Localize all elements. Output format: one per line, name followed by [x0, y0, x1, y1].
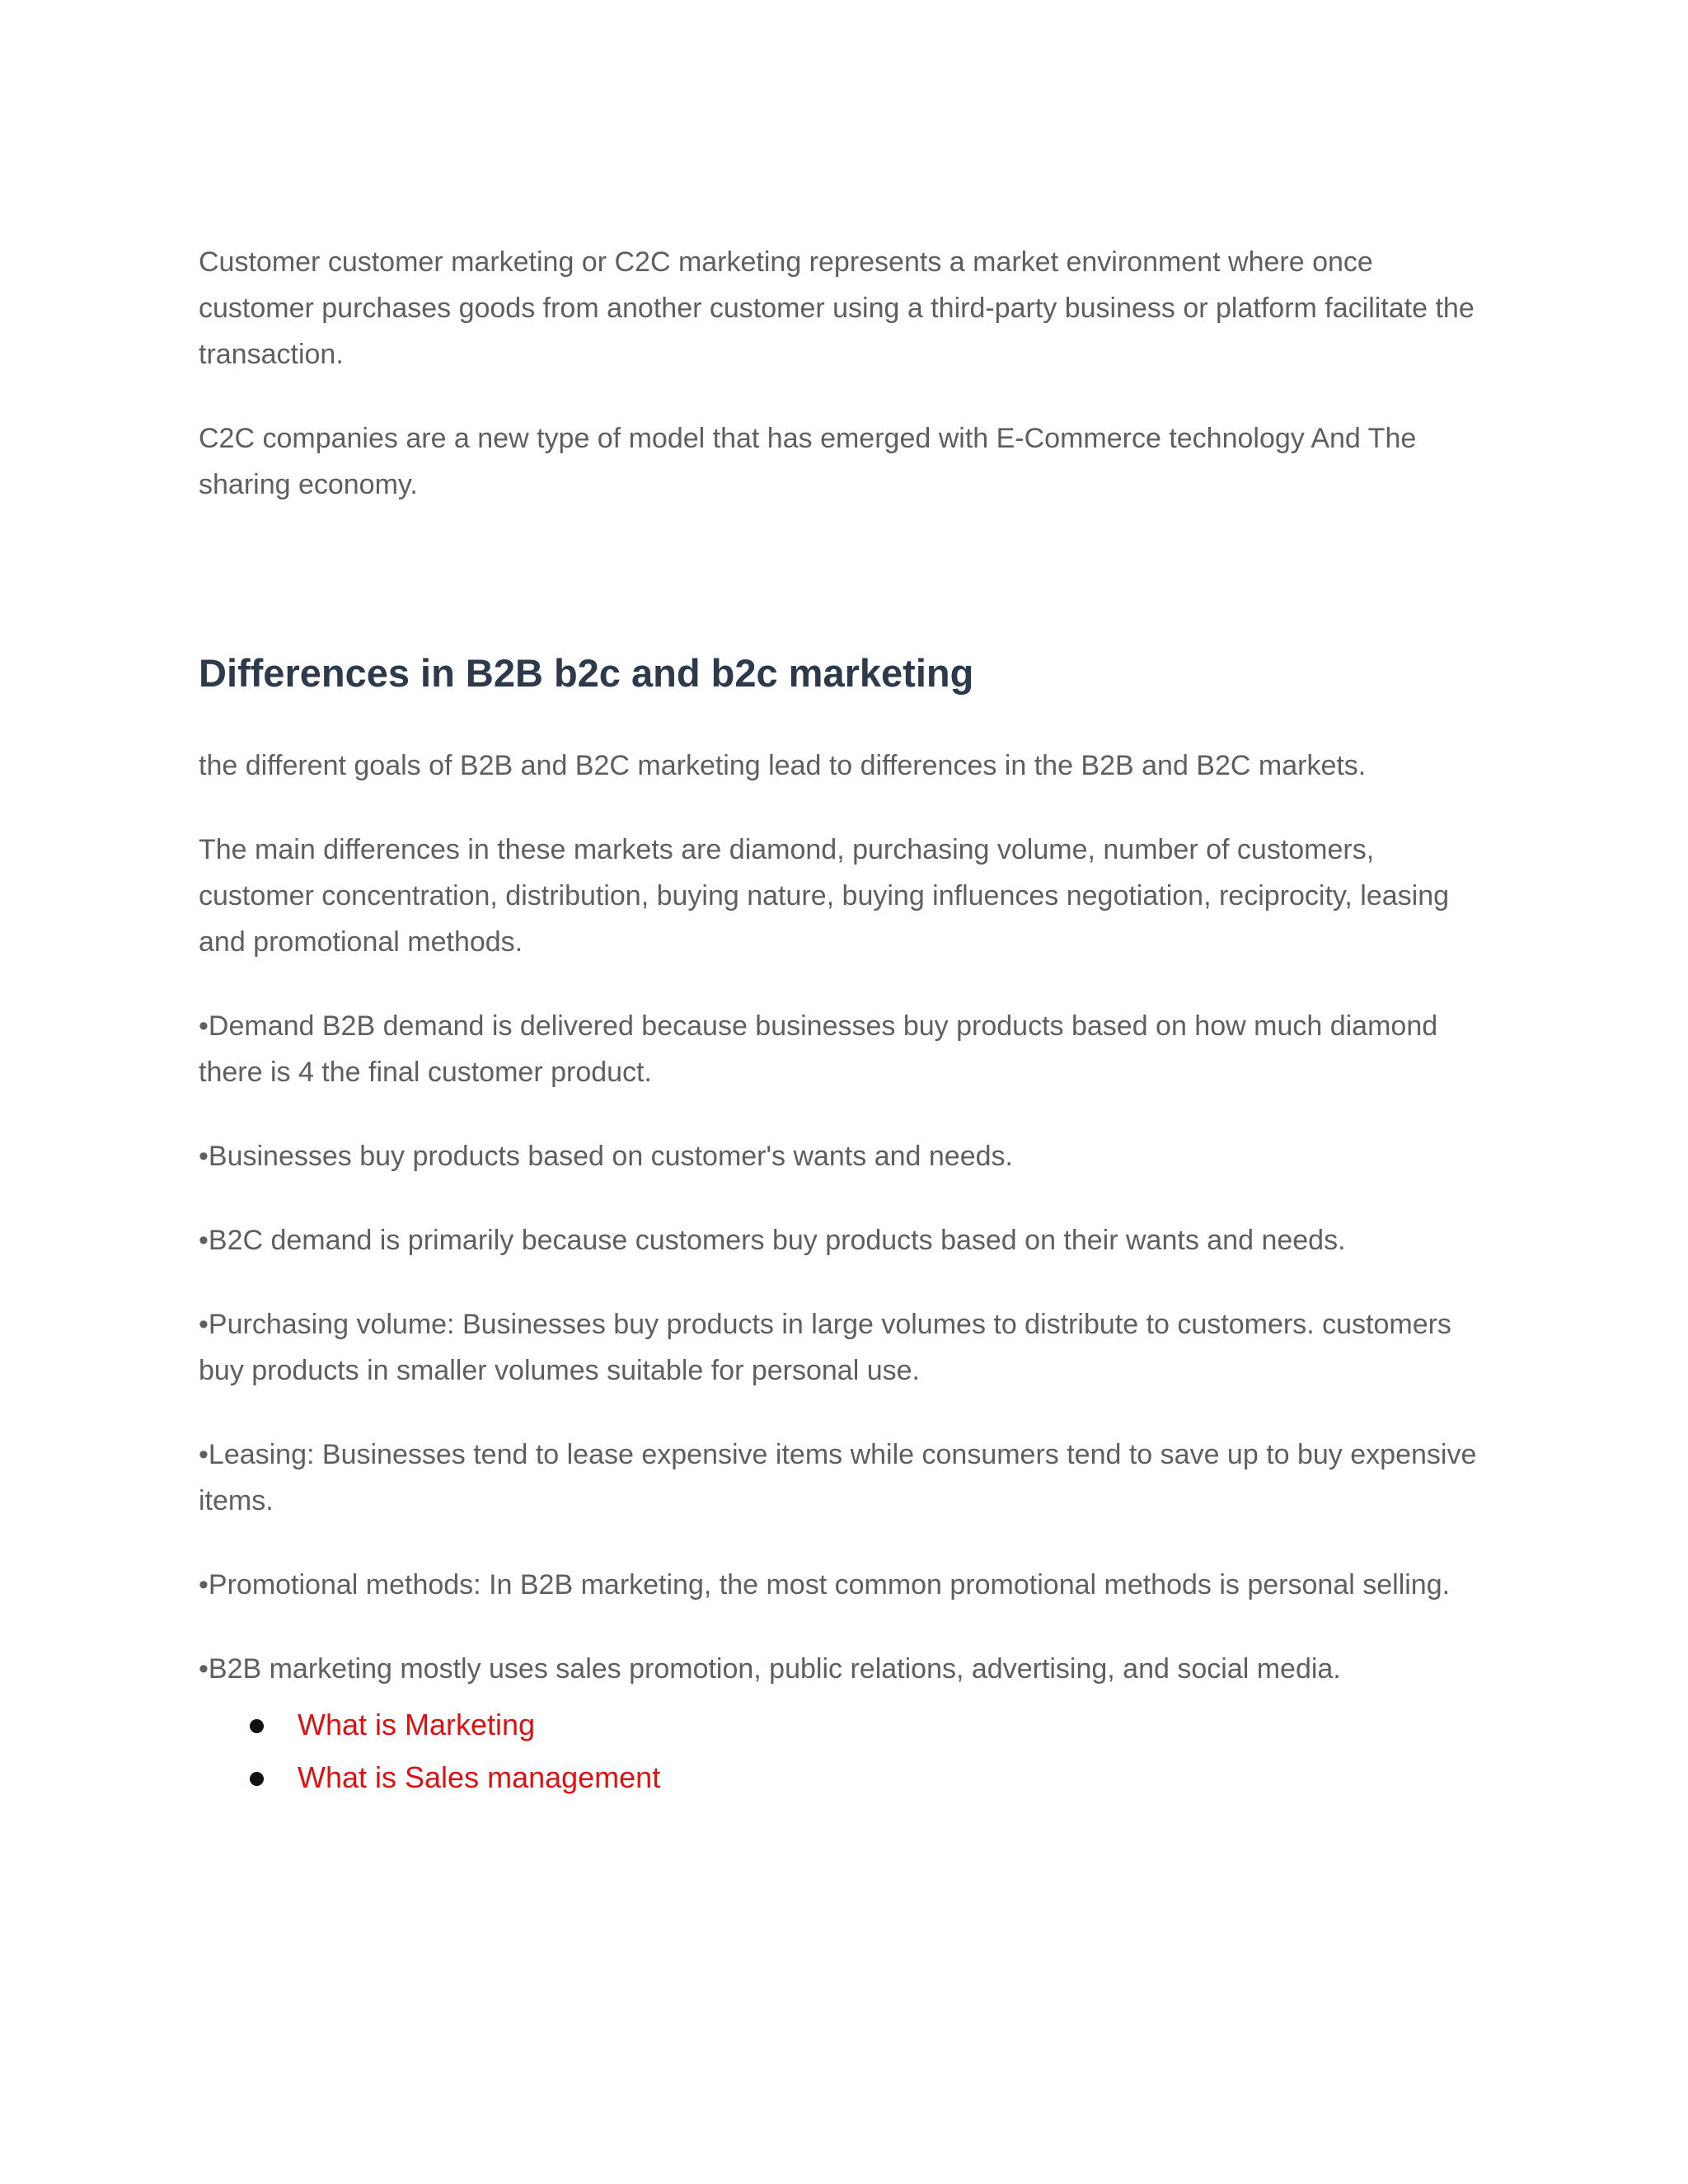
intro-paragraph-1: Customer customer marketing or C2C marketing represents a market environment where once customer purchases goods from another customer using a third-party business or platform facilitate the transaction.	[199, 246, 1475, 370]
section-paragraph-goals: the different goals of B2B and B2C marketing lead to differences in the B2B and B2C markets.	[199, 750, 1367, 781]
section-paragraph-promotional-methods: •Promotional methods: In B2B marketing, the most common promotional methods is personal selling.	[199, 1569, 1451, 1601]
link-what-is-sales-management[interactable]: What is Sales management	[298, 1760, 661, 1794]
section-paragraph-purchasing-volume: •Purchasing volume: Businesses buy products in large volumes to distribute to customers. customers buy products in smaller volumes suitable for personal use.	[199, 1309, 1451, 1386]
related-links-list	[199, 1699, 1484, 1804]
list-item	[199, 1751, 1484, 1804]
section-heading: Differences in B2B b2c and b2c marketing	[199, 651, 974, 695]
bullet-icon	[250, 1772, 264, 1786]
section-paragraph-b2b-marketing: •B2B marketing mostly uses sales promotion, public relations, advertising, and social media.	[199, 1653, 1341, 1685]
section-spacer	[199, 546, 1484, 649]
section-paragraph-main-differences: The main differences in these markets are diamond, purchasing volume, number of customers, customer concentration, distribution, buying nature, buying influences negotiation, reciprocity, leasing and promotional methods.	[199, 834, 1450, 958]
section-paragraph-demand: •Demand B2B demand is delivered because businesses buy products based on how much diamond there is 4 the final customer product.	[199, 1010, 1438, 1088]
section-paragraph-businesses-buy: •Businesses buy products based on customer's wants and needs.	[199, 1141, 1013, 1172]
intro-paragraph-2: C2C companies are a new type of model that has emerged with E-Commerce technology And The sharing economy.	[199, 423, 1417, 500]
link-what-is-marketing[interactable]: What is Marketing	[298, 1708, 536, 1741]
list-item	[199, 1699, 1484, 1751]
document-body	[199, 239, 1484, 1804]
section-paragraph-b2c-demand: •B2C demand is primarily because customers buy products based on their wants and needs.	[199, 1225, 1346, 1256]
section-paragraph-leasing: •Leasing: Businesses tend to lease expensive items while consumers tend to save up to buy expensive items.	[199, 1439, 1477, 1516]
bullet-icon	[250, 1719, 264, 1733]
